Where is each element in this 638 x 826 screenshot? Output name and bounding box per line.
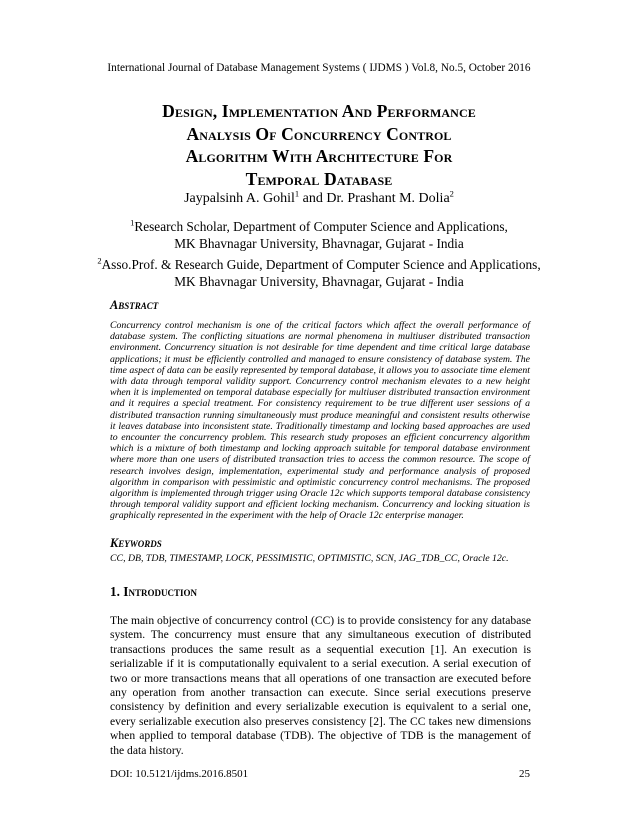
abstract-heading: Abstract xyxy=(110,298,159,312)
affiliation-2 xyxy=(60,256,578,290)
author-1-affiliation-mark: 1 xyxy=(294,188,300,199)
author-2-affiliation-mark: 2 xyxy=(449,188,454,199)
journal-header: International Journal of Database Management Systems ( IJDMS ) Vol.8, No.5, October 2016 xyxy=(107,62,531,74)
affiliation-1-mark: 1 xyxy=(130,217,135,228)
author-list xyxy=(0,188,638,207)
keywords-body: CC, DB, TDB, TIMESTAMP, LOCK, PESSIMISTIC, OPTIMISTIC, SCN, JAG_TDB_CC, Oracle 12c. xyxy=(110,553,509,564)
title-line-4: Temporal Database xyxy=(245,168,393,189)
affiliation-2-line-1: Asso.Prof. & Research Guide, Department of Computer Science and Applications, xyxy=(101,257,541,272)
author-1: Jaypalsinh A. Gohil xyxy=(184,191,295,206)
footer-doi: DOI: 10.5121/ijdms.2016.8501 xyxy=(110,768,249,780)
affiliation-1-line-1: Research Scholar, Department of Computer Science and Applications, xyxy=(134,219,508,234)
affiliation-2-mark: 2 xyxy=(97,255,102,266)
introduction-body: The main objective of concurrency control (CC) is to provide consistency for any database system. The concurrency must ensure that any simultaneous execution of distributed transactions produces the same result as a sequential execution [1]. An execution is serializable if it is computationally equivalent to a serial execution. A serial execution of two or more transactions means that all operations of one transaction are executed before any operation from another transaction can execute. Since serial executions preserve consistency by definition and every serializable execution is equivalent to a serial one, every serializable execution also preserves consistency [2]. The CC takes new dimensions when applied to temporal database (TDB). The objective of TDB is the management of the data history. xyxy=(110,614,531,757)
author-2: Dr. Prashant M. Dolia xyxy=(326,191,450,206)
abstract-body: Concurrency control mechanism is one of the critical factors which affect the overall performance of database system. The conflicting situations are normal phenomena in multiuser distributed transaction environment. Concurrency situation is not desirable for time dependent and time critical large database applications; it must be efficiently controlled and managed to ensure consistency of database system. The time aspect of data can be easily represented by temporal database, it allows you to associate time element with data through temporal validity support. Concurrency control mechanism elevates to a new height when it is implemented on temporal database especially for multiuser distributed transaction environment and it requires a special treatment. For consistency requirement to be true different user sessions of a distributed transaction running simultaneously must produce meaningful and consistent results otherwise it leaves database into inconsistent state. Traditionally timestamp and locking based approaches are used to encounter the concurrency problem. This research study proposes an efficient concurrency algorithm which is a mixture of both timestamp and locking approach suitable for temporal database environment where more than one users of distributed transaction tries to access the common resource. The scope of research involves design, implementation, experimental study and performance analysis of proposed algorithm in comparison with pessimistic and optimistic concurrency control mechanisms. The proposed algorithm is implemented through trigger using Oracle 12c which supports temporal database consistency through temporal validity support and efficient locking mechanism. Concurrency and locking situation is graphically represented in the experiment with the help of Oracle 12c enterprise manager. xyxy=(110,320,530,522)
affiliation-2-line-2: MK Bhavnagar University, Bhavnagar, Gujarat - India xyxy=(174,274,464,289)
affiliation-1 xyxy=(60,218,578,252)
paper-title xyxy=(60,100,578,190)
title-line-2: Analysis Of Concurrency Control xyxy=(186,123,452,144)
title-line-1: Design, Implementation And Performance xyxy=(162,101,476,121)
page-number: 25 xyxy=(519,768,530,780)
author-connector: and xyxy=(299,191,327,206)
introduction-heading: 1. Introduction xyxy=(110,584,197,599)
title-line-3: Algorithm With Architecture For xyxy=(185,146,453,166)
affiliation-1-line-2: MK Bhavnagar University, Bhavnagar, Gujarat - India xyxy=(174,236,464,251)
keywords-heading: Keywords xyxy=(110,536,162,550)
